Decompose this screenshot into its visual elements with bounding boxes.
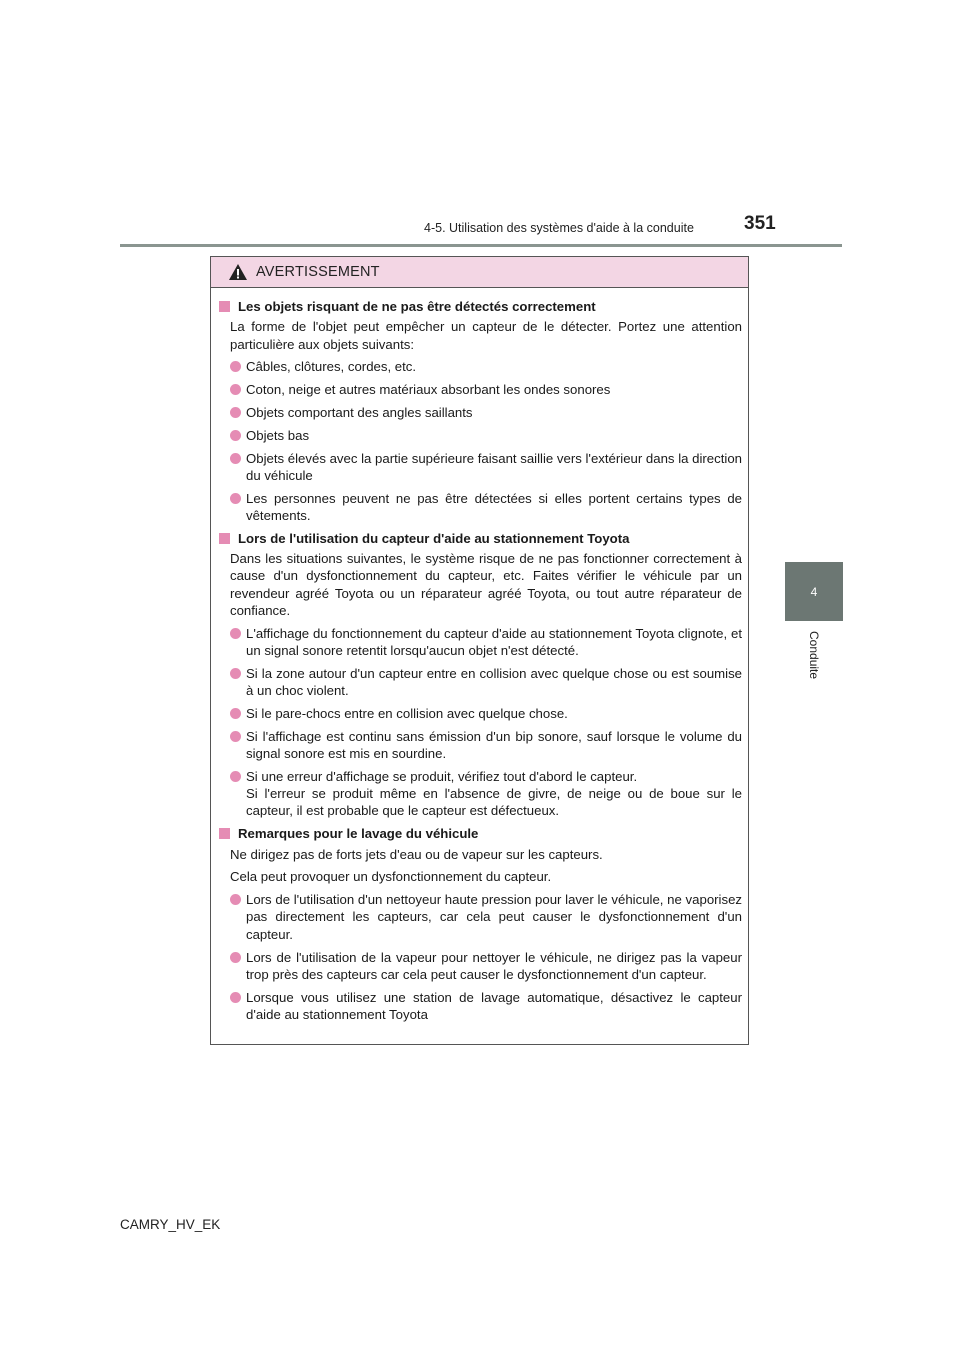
- round-bullet-icon: [230, 384, 241, 395]
- warning-box: [210, 256, 749, 1045]
- list-item: [219, 989, 742, 1024]
- list-item: [219, 625, 742, 660]
- chapter-label: Conduite: [807, 630, 821, 680]
- list-item: [219, 768, 742, 820]
- round-bullet-icon: [230, 430, 241, 441]
- square-bullet-icon: [219, 301, 230, 312]
- chapter-tab: [785, 562, 843, 621]
- list-item-text: Si une erreur d'affichage se produit, vérifiez tout d'abord le capteur. Si l'erreur se produit même en l'absence de givre, de neige ou de boue sur le capteur, il est probable que le capteur est défectueux.: [246, 768, 742, 819]
- list-item: [219, 665, 742, 700]
- round-bullet-icon: [230, 992, 241, 1003]
- page-number: 351: [744, 213, 776, 234]
- list-item: [219, 490, 742, 525]
- round-bullet-icon: [230, 668, 241, 679]
- chapter-number: 4: [810, 584, 818, 599]
- list-item: [219, 891, 742, 943]
- list-item-text: Câbles, clôtures, cordes, etc.: [246, 359, 417, 375]
- square-bullet-icon: [219, 828, 230, 839]
- section-heading: [219, 298, 742, 315]
- round-bullet-icon: [230, 894, 241, 905]
- paragraph: La forme de l'objet peut empêcher un capteur de le détecter. Portez une attention particulière aux objets suivants:: [230, 319, 742, 352]
- warning-triangle-icon: [228, 263, 248, 281]
- round-bullet-icon: [230, 628, 241, 639]
- section-title: 4-5. Utilisation des systèmes d'aide à la conduite: [424, 221, 694, 235]
- round-bullet-icon: [230, 708, 241, 719]
- model-code: CAMRY_HV_EK: [120, 1217, 221, 1232]
- list-item: [219, 381, 742, 398]
- list-item-text: L'affichage du fonctionnement du capteur d'aide au stationnement Toyota clignote, et un signal sonore retentit lorsqu'aucun objet n'est détecté.: [246, 625, 742, 659]
- list-item-text: Les personnes peuvent ne pas être détectées si elles portent certains types de vêtements.: [246, 490, 742, 523]
- list-item: [219, 705, 742, 722]
- round-bullet-icon: [230, 731, 241, 742]
- round-bullet-icon: [230, 493, 241, 504]
- list-item-text: Lors de l'utilisation d'un nettoyeur haute pression pour laver le véhicule, ne vaporisez pas directement les capteurs, car cela peut causer le dysfonctionnement d'un capteur.: [246, 892, 742, 942]
- paragraph: Cela peut provoquer un dysfonctionnement du capteur.: [230, 869, 552, 885]
- list-item-text: Si le pare-chocs entre en collision avec quelque chose.: [246, 705, 568, 721]
- paragraph: Ne dirigez pas de forts jets d'eau ou de vapeur sur les capteurs.: [230, 846, 603, 862]
- warning-body: [211, 288, 748, 1023]
- list-item: [219, 728, 742, 763]
- list-item-text: Lorsque vous utilisez une station de lavage automatique, désactivez le capteur d'aide au stationnement Toyota: [246, 989, 742, 1022]
- section-heading: [219, 825, 742, 842]
- paragraph: Dans les situations suivantes, le système risque de ne pas fonctionner correctement à cause d'un dysfonctionnement du capteur, etc. Faites vérifier le véhicule par un revendeur agréé Toyota ou un réparateur agréé Toyota, ou tout autre réparateur de confiance.: [230, 551, 742, 618]
- list-item: [219, 358, 742, 375]
- round-bullet-icon: [230, 361, 241, 372]
- list-item-text: Si l'affichage est continu sans émission d'un bip sonore, sauf lorsque le volume du signal sonore est mis en sourdine.: [246, 728, 742, 762]
- square-bullet-icon: [219, 533, 230, 544]
- warning-title: AVERTISSEMENT: [256, 264, 380, 280]
- section-heading-text: Lors de l'utilisation du capteur d'aide au stationnement Toyota: [238, 530, 630, 546]
- round-bullet-icon: [230, 453, 241, 464]
- section-heading: [219, 530, 742, 547]
- warning-header: [211, 257, 748, 288]
- section-heading-text: Remarques pour le lavage du véhicule: [238, 826, 479, 842]
- chapter-label-box: [785, 625, 843, 685]
- list-item-text: Coton, neige et autres matériaux absorbant les ondes sonores: [246, 382, 611, 398]
- list-item-text: Objets comportant des angles saillants: [246, 404, 473, 420]
- round-bullet-icon: [230, 407, 241, 418]
- header-divider: [120, 244, 842, 247]
- round-bullet-icon: [230, 771, 241, 782]
- list-item: [219, 450, 742, 485]
- section-heading-text: Les objets risquant de ne pas être détectés correctement: [238, 299, 596, 314]
- list-item: [219, 404, 742, 421]
- list-item-text: Si la zone autour d'un capteur entre en collision avec quelque chose ou est soumise à un choc violent.: [246, 665, 742, 699]
- list-item: [219, 427, 742, 444]
- round-bullet-icon: [230, 952, 241, 963]
- list-item-text: Lors de l'utilisation de la vapeur pour nettoyer le véhicule, ne dirigez pas la vapeur trop près des capteurs car cela peut causer le dysfonctionnement d'un capteur.: [246, 949, 742, 982]
- list-item-text: Objets bas: [246, 427, 310, 443]
- list-item: [219, 949, 742, 984]
- list-item-text: Objets élevés avec la partie supérieure faisant saillie vers l'extérieur dans la direction du véhicule: [246, 450, 742, 483]
